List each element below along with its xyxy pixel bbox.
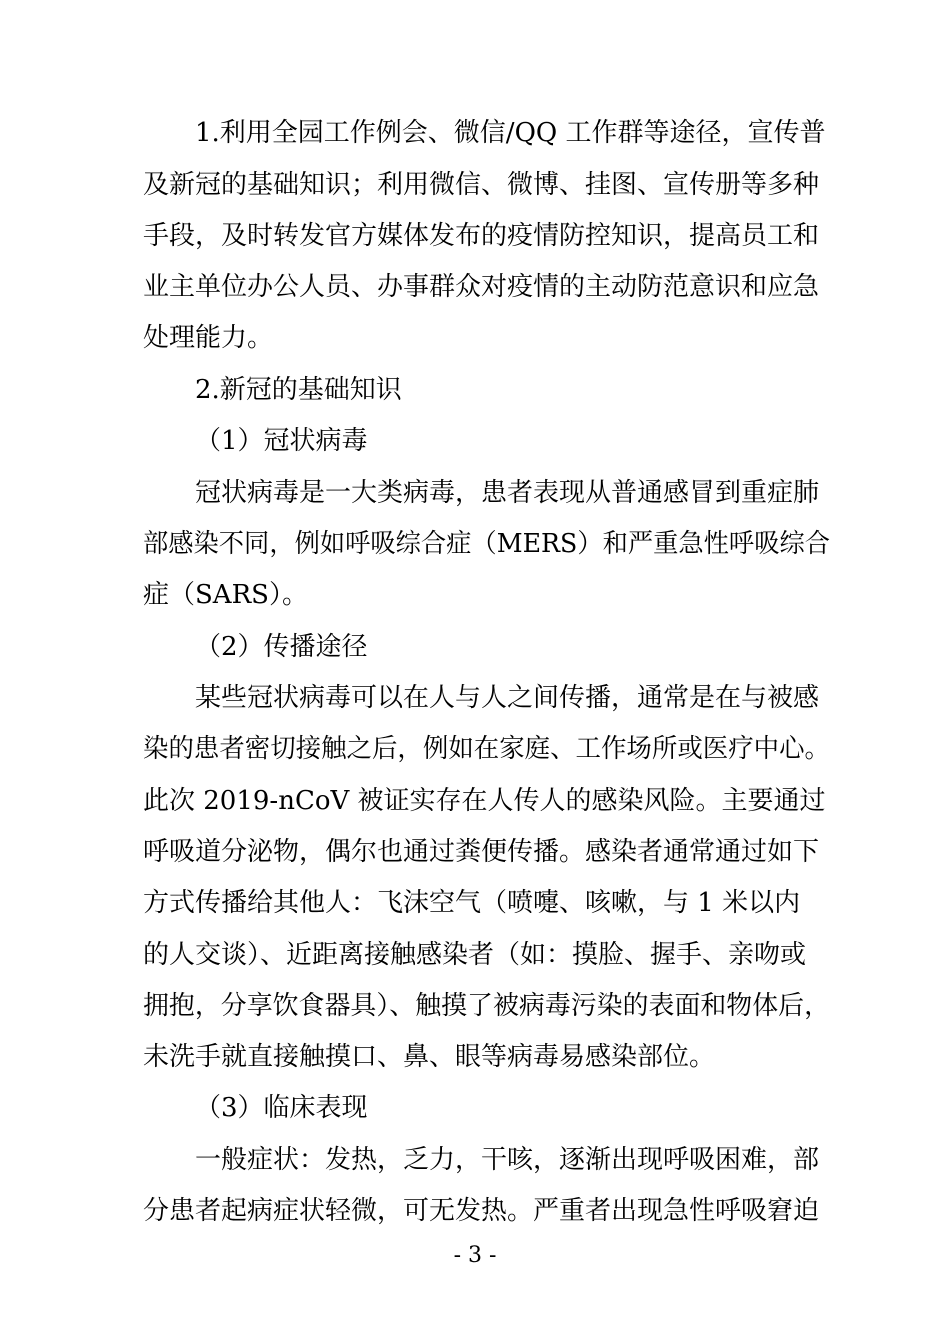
paragraph-transmission-line-7 bbox=[0, 986, 950, 1026]
paragraph-1-line-3 bbox=[0, 216, 950, 256]
paragraph-transmission-line-6 bbox=[0, 935, 950, 975]
subheading-3 bbox=[0, 1088, 950, 1128]
text-line: 症（SARS）。 bbox=[143, 580, 308, 610]
text-line: 呼吸道分泌物，偶尔也通过粪便传播。感染者通常通过如下 bbox=[143, 837, 820, 867]
text-line: 部感染不同，例如呼吸综合症（MERS）和严重急性呼吸综合 bbox=[143, 529, 830, 559]
text-line: 业主单位办公人员、办事群众对疫情的主动防范意识和应急 bbox=[143, 272, 820, 302]
heading-text: （3）临床表现 bbox=[195, 1093, 368, 1123]
paragraph-transmission-line-4 bbox=[0, 832, 950, 872]
subheading-2 bbox=[0, 627, 950, 667]
text-line: 一般症状：发热，乏力，干咳，逐渐出现呼吸困难，部 bbox=[195, 1145, 820, 1175]
paragraph-1-line-1 bbox=[0, 113, 950, 153]
text-line: 某些冠状病毒可以在人与人之间传播，通常是在与被感 bbox=[195, 683, 820, 713]
paragraph-1-line-5 bbox=[0, 318, 950, 358]
text-line: 手段，及时转发官方媒体发布的疫情防控知识，提高员工和 bbox=[143, 221, 820, 251]
paragraph-symptoms-line-1 bbox=[0, 1140, 950, 1180]
heading-text: 2.新冠的基础知识 bbox=[195, 375, 402, 405]
paragraph-transmission-line-3 bbox=[0, 781, 950, 821]
text-line: 处理能力。 bbox=[143, 323, 274, 353]
section-heading-2 bbox=[0, 370, 950, 410]
text-line: 方式传播给其他人：飞沫空气（喷嚏、咳嗽，与 1 米以内 bbox=[143, 888, 801, 918]
paragraph-transmission-line-2 bbox=[0, 729, 950, 769]
text-line: 1.利用全园工作例会、微信/QQ 工作群等途径，宣传普 bbox=[195, 118, 826, 148]
subheading-1 bbox=[0, 421, 950, 461]
paragraph-coronavirus-line-1 bbox=[0, 473, 950, 513]
text-line: 此次 2019-nCoV 被证实存在人传人的感染风险。主要通过 bbox=[143, 786, 826, 816]
paragraph-transmission-line-5 bbox=[0, 883, 950, 923]
text-line: 及新冠的基础知识；利用微信、微博、挂图、宣传册等多种 bbox=[143, 170, 820, 200]
paragraph-1-line-4 bbox=[0, 267, 950, 307]
page-number: - 3 - bbox=[453, 1243, 497, 1268]
paragraph-symptoms-line-2 bbox=[0, 1191, 950, 1231]
text-line: 拥抱，分享饮食器具）、触摸了被病毒污染的表面和物体后， bbox=[143, 991, 831, 1021]
text-line: 染的患者密切接触之后，例如在家庭、工作场所或医疗中心。 bbox=[143, 734, 830, 764]
paragraph-transmission-line-1 bbox=[0, 678, 950, 718]
text-line: 未洗手就直接触摸口、鼻、眼等病毒易感染部位。 bbox=[143, 1042, 716, 1072]
paragraph-transmission-line-8 bbox=[0, 1037, 950, 1077]
text-line: 分患者起病症状轻微，可无发热。严重者出现急性呼吸窘迫 bbox=[143, 1196, 820, 1226]
paragraph-coronavirus-line-2 bbox=[0, 524, 950, 564]
text-line: 的人交谈）、近距离接触感染者（如：摸脸、握手、亲吻或 bbox=[143, 940, 807, 970]
paragraph-coronavirus-line-3 bbox=[0, 575, 950, 615]
text-line: 冠状病毒是一大类病毒，患者表现从普通感冒到重症肺 bbox=[195, 478, 820, 508]
heading-text: （1）冠状病毒 bbox=[195, 426, 368, 456]
paragraph-1-line-2 bbox=[0, 165, 950, 205]
heading-text: （2）传播途径 bbox=[195, 632, 368, 662]
